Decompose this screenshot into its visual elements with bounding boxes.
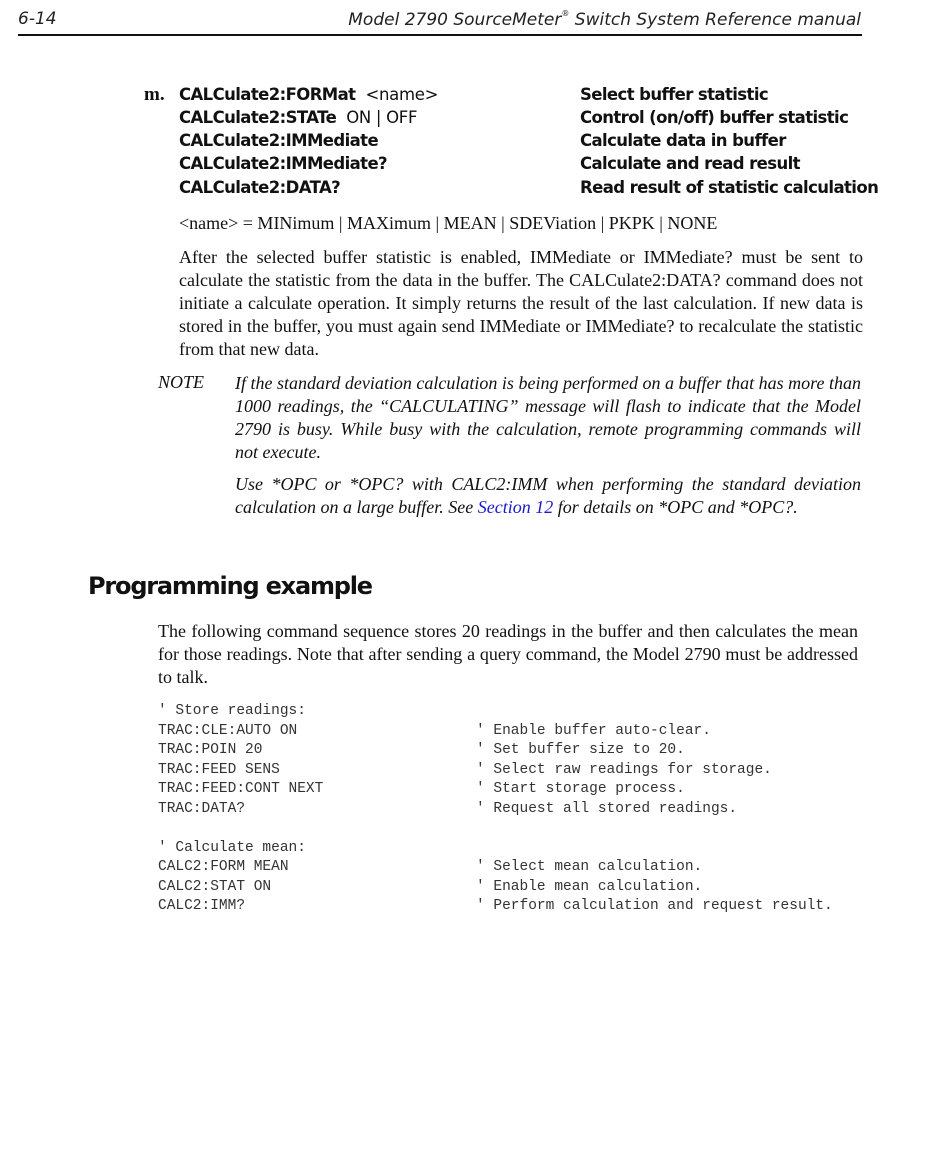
command-syntax: CALCulate2:DATA? [179,178,341,197]
note-paragraph: If the standard deviation calculation is being performed on a buffer that has more than 1000 readings, the “CALCULATING” message will flash to indicate that the Model 2790 is busy. While busy with the calculation, remote programming commands will not execute. [235,373,861,462]
command-item-label: m. [144,84,165,105]
code-line: CALC2:FORM MEAN [158,859,289,875]
code-line: CALC2:STAT ON [158,879,272,895]
section-12-link[interactable]: Section 12 [477,497,554,517]
section-heading: Programming example [88,572,372,600]
code-comment: ' Select mean calculation. [476,859,703,875]
code-comment: ' Enable mean calculation. [476,879,703,895]
command-description: Calculate and read result [580,154,800,173]
code-comment: ' Enable buffer auto-clear. [476,723,711,739]
command-syntax: CALCulate2:STATe ON | OFF [179,108,418,127]
page-number: 6-14 [18,9,57,29]
code-comment: ' Perform calculation and request result. [476,898,833,914]
code-line: TRAC:FEED SENS [158,762,280,778]
code-comment: ' Start storage process. [476,781,685,797]
command-description: Control (on/off) buffer statistic [580,108,849,127]
command-syntax: CALCulate2:FORMat <name> [179,85,439,104]
code-line: CALC2:IMM? [158,898,246,914]
header-rule [18,34,862,36]
code-comment: ' Select raw readings for storage. [476,762,772,778]
description-paragraph: After the selected buffer statistic is enabled, IMMediate or IMMediate? must be sent to calculate the statistic from the data in the buffer. The CALCulate2:DATA? command does not initiate a calculate operation. It simply returns the result of the last calculation. If new data is stored in the buffer, you must again send IMMediate or IMMediate? to recalculate the statistic from that new data. [179,247,863,359]
code-comment: ' Set buffer size to 20. [476,742,685,758]
code-line: TRAC:DATA? [158,801,246,817]
command-description: Select buffer statistic [580,85,769,104]
command-description: Calculate data in buffer [580,131,786,150]
command-syntax: CALCulate2:IMMediate [179,131,379,150]
note-label: NOTE [158,372,205,392]
code-line: TRAC:CLE:AUTO ON [158,723,298,739]
name-parameter-definition: <name> = MINimum | MAXimum | MEAN | SDEViation | PKPK | NONE [179,213,718,233]
example-intro-paragraph: The following command sequence stores 20 readings in the buffer and then calculates the mean for those readings. Note that after sending a query command, the Model 2790 must be addressed to talk. [158,621,858,687]
code-line: ' Store readings: [158,703,306,719]
code-line: TRAC:FEED:CONT NEXT [158,781,324,797]
registered-mark: ® [561,9,570,18]
code-line: TRAC:POIN 20 [158,742,263,758]
note-paragraph: Use *OPC or *OPC? with CALC2:IMM when performing the standard deviation calculation on a large buffer. See Section 12 for details on *OPC and *OPC?. [235,474,861,517]
code-comment: ' Request all stored readings. [476,801,738,817]
code-line: ' Calculate mean: [158,840,306,856]
command-syntax: CALCulate2:IMMediate? [179,154,388,173]
running-header-title: Model 2790 SourceMeter® Switch System Reference manual [348,9,861,30]
command-description: Read result of statistic calculation [580,178,879,197]
